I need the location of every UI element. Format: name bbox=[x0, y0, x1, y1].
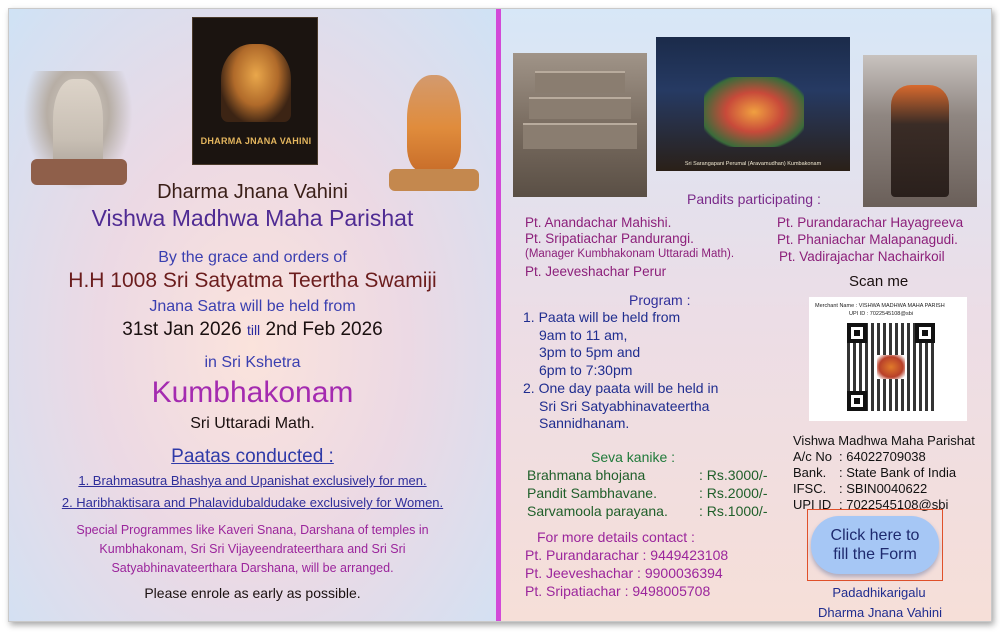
satra-line: Jnana Satra will be held from bbox=[149, 298, 356, 315]
shrine-photo bbox=[863, 55, 977, 207]
date-start: 31st Jan 2026 bbox=[122, 319, 242, 340]
left-panel bbox=[9, 9, 496, 622]
pandit-name: Pt. Purandarachar Hayagreeva bbox=[777, 215, 964, 230]
program-line: 3pm to 5pm and bbox=[539, 344, 641, 360]
seva-amount: : Rs.2000/- bbox=[699, 485, 768, 501]
program-line: 9am to 11 am, bbox=[539, 327, 628, 343]
right-panel bbox=[501, 9, 992, 622]
parishat-name: Vishwa Madhwa Maha Parishat bbox=[91, 205, 414, 231]
seva-heading: Seva kanike : bbox=[591, 449, 676, 465]
bank-value: : 64022709038 bbox=[839, 449, 926, 464]
program-line: 6pm to 7:30pm bbox=[539, 362, 633, 378]
temple-tower-photo bbox=[513, 53, 647, 197]
qr-center-logo bbox=[877, 355, 905, 379]
enrole-note: Please enrole as early as possible. bbox=[144, 585, 361, 601]
qr-merchant: Merchant Name : VISHWA MADHWA MAHA PARISH bbox=[815, 303, 945, 309]
program-line: Sannidhanam. bbox=[539, 415, 630, 431]
logo-text: DHARMA JNANA VAHINI bbox=[200, 136, 312, 146]
special-line: Special Programmes like Kaveri Snana, Darshana of temples in bbox=[76, 523, 429, 537]
qr-finder bbox=[915, 323, 935, 343]
fill-form-button[interactable] bbox=[807, 509, 943, 581]
bank-value: : 7022545108@sbi bbox=[839, 497, 949, 512]
seva-label: Sarvamoola parayana. bbox=[527, 503, 668, 519]
qr-upi: UPI ID : 7022545108@sbi bbox=[849, 311, 913, 317]
qr-finder bbox=[847, 391, 867, 411]
bank-label: Bank. bbox=[793, 465, 827, 480]
signature-org: Dharma Jnana Vahini bbox=[817, 605, 943, 620]
signature-title: Padadhikarigalu bbox=[832, 585, 926, 600]
swamiji-name: H.H 1008 Sri Satyatma Teertha Swamiji bbox=[68, 269, 437, 292]
special-line: Satyabhinavateerthara Darshana, will be arranged. bbox=[111, 561, 394, 575]
paata-item: 1. Brahmasutra Bhashya and Upanishat exclusively for men. bbox=[78, 473, 427, 488]
pandit-note: (Manager Kumbhakonam Uttaradi Math). bbox=[525, 248, 735, 260]
paata-item: 2. Haribhaktisara and Phalavidubaldudake exclusively for Women. bbox=[61, 495, 444, 510]
date-end: 2nd Feb 2026 bbox=[265, 319, 383, 340]
bank-value: : State Bank of India bbox=[839, 465, 957, 480]
program-heading: Program : bbox=[629, 292, 691, 308]
place-name: Kumbhakonam bbox=[151, 376, 354, 409]
math-name: Sri Uttaradi Math. bbox=[190, 415, 315, 432]
seva-amount: : Rs.1000/- bbox=[699, 503, 768, 519]
event-dates bbox=[9, 319, 496, 341]
pandit-name: Pt. Vadirajachar Nachairkoil bbox=[779, 249, 945, 264]
program-line: Sri Sri Satyabhinavateertha bbox=[539, 398, 710, 414]
paatas-heading: Paatas conducted : bbox=[171, 446, 334, 467]
form-button-line: Click here to bbox=[830, 527, 920, 544]
seva-label: Pandit Sambhavane. bbox=[527, 485, 657, 501]
contact-row: Pt. Jeeveshachar : 9900036394 bbox=[525, 565, 723, 581]
pandits-heading: Pandits participating : bbox=[687, 191, 821, 207]
dharma-jnana-vahini-logo bbox=[192, 17, 318, 165]
bank-label: IFSC. bbox=[793, 481, 827, 496]
pandit-name: Pt. Anandachar Mahishi. bbox=[525, 215, 672, 230]
bank-label: UPI ID bbox=[793, 497, 832, 512]
contact-row: Pt. Purandarachar : 9449423108 bbox=[525, 547, 729, 563]
bank-label: A/c No bbox=[793, 449, 833, 464]
temple-caption: Sri Sarangapani Perumal (Aravamudhan) Kumbakonam bbox=[684, 161, 822, 167]
date-till: till bbox=[246, 322, 261, 338]
swami-left-photo bbox=[23, 71, 133, 191]
contact-heading: For more details contact : bbox=[537, 529, 695, 545]
bank-value: : SBIN0040622 bbox=[839, 481, 928, 496]
qr-finder bbox=[847, 323, 867, 343]
form-button-line: fill the Form bbox=[833, 546, 917, 563]
bank-account-name: Vishwa Madhwa Maha Parishat bbox=[793, 433, 975, 448]
seva-amount: : Rs.3000/- bbox=[699, 467, 768, 483]
seva-label: Brahmana bhojana bbox=[527, 467, 646, 483]
org-name: Dharma Jnana Vahini bbox=[157, 181, 348, 203]
contact-row: Pt. Sripatiachar : 9498005708 bbox=[525, 583, 711, 599]
poster bbox=[8, 8, 992, 622]
fill-form-pill[interactable] bbox=[811, 516, 939, 574]
pandit-name: Pt. Sripatiachar Pandurangi. bbox=[525, 231, 694, 246]
special-programmes bbox=[39, 521, 466, 578]
swamiji-photo bbox=[389, 71, 479, 193]
program-line: 2. One day paata will be held in bbox=[523, 380, 719, 396]
program-line: 1. Paata will be held from bbox=[523, 309, 681, 325]
payment-qr[interactable] bbox=[809, 297, 967, 421]
pandit-name: Pt. Phaniachar Malapanagudi. bbox=[777, 232, 958, 247]
kshetra-line: in Sri Kshetra bbox=[204, 354, 301, 371]
scan-me-label: Scan me bbox=[849, 273, 909, 290]
grace-line: By the grace and orders of bbox=[158, 249, 347, 266]
deity-photo bbox=[656, 37, 850, 171]
pandit-name: Pt. Jeeveshachar Perur bbox=[525, 264, 667, 279]
special-line: Kumbhakonam, Sri Sri Vijayeendrateerthara and Sri Sri bbox=[99, 542, 406, 556]
